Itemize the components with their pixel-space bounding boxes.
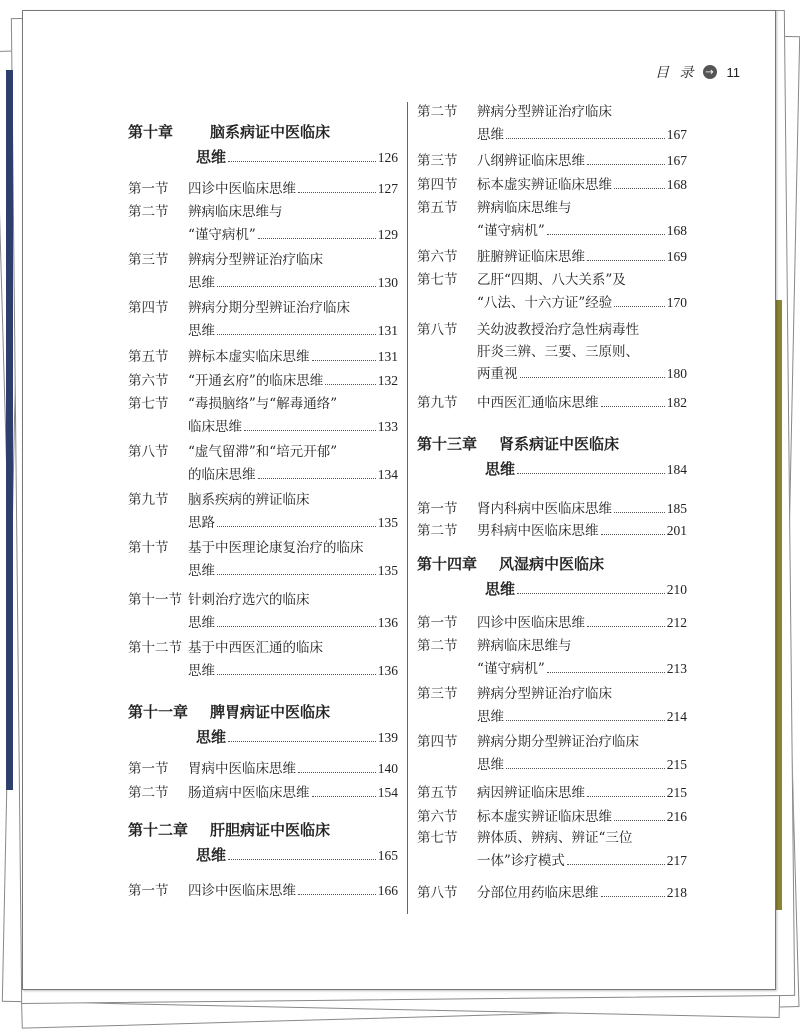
toc-title: 针刺治疗选穴的临床 — [188, 592, 310, 608]
toc-page-number: 168 — [666, 222, 687, 238]
toc-chapter[interactable] — [128, 700, 398, 750]
toc-section[interactable] — [128, 250, 398, 294]
toc-title-continued: “谨守病机” — [188, 226, 256, 243]
toc-title-continued: 思维 — [196, 728, 227, 746]
toc-section[interactable] — [417, 102, 687, 146]
toc-title: 辨病分型辨证治疗临床 — [477, 104, 612, 120]
leader-dots — [520, 377, 665, 378]
toc-section[interactable] — [417, 732, 687, 776]
toc-label: 第二节 — [417, 104, 458, 120]
leader-dots — [217, 574, 376, 575]
toc-page-number: 139 — [377, 730, 398, 745]
toc-section[interactable] — [417, 806, 687, 829]
toc-title-continued: 一体”诊疗模式 — [477, 852, 565, 869]
leader-dots — [506, 768, 665, 769]
toc-label: 第四节 — [417, 734, 458, 750]
toc-page-number: 134 — [377, 466, 398, 482]
toc-page-number: 168 — [666, 177, 687, 192]
toc-page-number: 154 — [377, 785, 398, 800]
toc-title: 风湿病中医临床 — [499, 555, 605, 573]
toc-page-number: 213 — [666, 660, 687, 676]
toc-label: 第一节 — [128, 181, 169, 197]
toc-title: 基于中医理论康复治疗的临床 — [188, 540, 364, 556]
leader-dots — [587, 796, 665, 797]
toc-title-continued: 思维 — [188, 662, 215, 679]
leader-dots — [298, 772, 376, 773]
leader-dots — [614, 820, 665, 821]
toc-section[interactable] — [128, 590, 398, 634]
toc-page-number: 169 — [666, 249, 687, 264]
leader-dots — [517, 593, 665, 594]
leader-dots — [258, 478, 376, 479]
toc-title: 关幼波教授治疗急性病毒性 — [477, 322, 639, 338]
column-divider — [407, 102, 408, 914]
leader-dots — [587, 260, 665, 261]
toc-section[interactable] — [417, 198, 687, 242]
leader-dots — [312, 360, 376, 361]
toc-page-number: 140 — [377, 761, 398, 776]
toc-page-number: 214 — [666, 708, 687, 724]
toc-page-number: 170 — [666, 294, 687, 310]
toc-label: 第二节 — [128, 204, 169, 220]
toc-page-number: 182 — [666, 395, 687, 410]
toc-title: 脑系疾病的辨证临床 — [188, 492, 310, 508]
toc-title-continued: “谨守病机” — [477, 660, 545, 677]
toc-title: 基于中西医汇通的临床 — [188, 640, 323, 656]
toc-page-number: 133 — [377, 418, 398, 434]
toc-title: 辨病临床思维与 — [188, 204, 283, 220]
toc-label: 第一节 — [417, 615, 458, 631]
toc-section[interactable] — [417, 782, 687, 805]
toc-label: 第二节 — [417, 523, 458, 539]
toc-label: 第八节 — [128, 444, 169, 460]
toc-title-continued: 思维 — [188, 614, 215, 631]
toc-section[interactable] — [128, 202, 398, 246]
toc-section[interactable] — [417, 150, 687, 173]
leader-dots — [217, 334, 376, 335]
toc-section[interactable] — [128, 394, 398, 438]
leader-dots — [217, 674, 376, 675]
toc-label: 第二节 — [128, 785, 169, 801]
leader-dots — [228, 161, 376, 162]
toc-page-number: 167 — [666, 153, 687, 168]
toc-section[interactable] — [417, 174, 687, 197]
page-number: 11 — [726, 64, 740, 80]
toc-page-number: 165 — [377, 848, 398, 863]
leader-dots — [601, 534, 665, 535]
toc-title: “毒损脑络”与“解毒通络” — [188, 396, 338, 412]
toc-title: 四诊中医临床思维 — [477, 615, 585, 631]
toc-title: “开通玄府”的临床思维 — [188, 373, 324, 389]
toc-page-number: 166 — [377, 883, 398, 898]
toc-section[interactable] — [128, 298, 398, 342]
leader-dots — [217, 526, 376, 527]
toc-title: 乙肝“四期、八大关系”及 — [477, 272, 626, 288]
toc-label: 第三节 — [128, 252, 169, 268]
toc-label: 第三节 — [417, 686, 458, 702]
toc-page-number: 215 — [666, 785, 687, 800]
toc-label: 第十一章 — [128, 703, 189, 721]
toc-label: 第四节 — [128, 300, 169, 316]
toc-page-number: 127 — [377, 181, 398, 196]
leader-dots — [244, 430, 376, 431]
toc-title: 标本虚实辨证临床思维 — [477, 809, 612, 825]
toc-title: 辨体质、辨病、辨证“三位 — [477, 830, 633, 846]
toc-page-number: 136 — [377, 662, 398, 678]
toc-title-continued: 思维 — [485, 580, 516, 598]
toc-page-number: 136 — [377, 614, 398, 630]
leader-dots — [325, 384, 375, 385]
toc-title: 肾内科病中医临床思维 — [477, 501, 612, 517]
toc-chapter[interactable] — [417, 552, 687, 602]
toc-label: 第一节 — [128, 761, 169, 777]
toc-page-number: 201 — [666, 523, 687, 538]
toc-label: 第九节 — [128, 492, 169, 508]
toc-page-number: 167 — [666, 126, 687, 142]
toc-title: 辨病分型辨证治疗临床 — [188, 252, 323, 268]
leader-dots — [517, 473, 665, 474]
toc-label: 第十一节 — [128, 592, 182, 608]
toc-title: 八纲辨证临床思维 — [477, 153, 585, 169]
leader-dots — [217, 286, 376, 287]
toc-title-continued: 思维 — [188, 562, 215, 579]
toc-label: 第八节 — [417, 885, 458, 901]
toc-title: 病因辨证临床思维 — [477, 785, 585, 801]
toc-title: 肝胆病证中医临床 — [210, 821, 331, 839]
toc-title-continued: 的临床思维 — [188, 466, 256, 483]
toc-title-continued: 思维 — [188, 274, 215, 291]
toc-section[interactable] — [417, 612, 687, 635]
leader-dots — [298, 894, 376, 895]
toc-label: 第十二章 — [128, 821, 189, 839]
toc-page-number: 131 — [377, 349, 398, 364]
toc-label: 第二节 — [417, 638, 458, 654]
cover-edge-stripe — [6, 70, 13, 790]
toc-section[interactable] — [417, 520, 687, 543]
toc-title-continued: “谨守病机” — [477, 222, 545, 239]
toc-page-number: 135 — [377, 514, 398, 530]
toc-title: 脏腑辨证临床思维 — [477, 249, 585, 265]
toc-label: 第六节 — [417, 809, 458, 825]
leader-dots — [587, 164, 665, 165]
leader-dots — [614, 188, 665, 189]
toc-label: 第十二节 — [128, 640, 182, 656]
toc-title: 辨病分期分型辨证治疗临床 — [477, 734, 639, 750]
toc-page-number: 132 — [377, 373, 398, 388]
toc-page-number: 210 — [666, 582, 687, 597]
leader-dots — [601, 406, 665, 407]
toc-page-number: 184 — [666, 462, 687, 477]
toc-title-continued: 思维 — [196, 148, 227, 166]
toc-label: 第六节 — [417, 249, 458, 265]
leader-dots — [217, 626, 376, 627]
leader-dots — [614, 306, 664, 307]
toc-page-number: 212 — [666, 615, 687, 630]
toc-section[interactable] — [417, 684, 687, 728]
leader-dots — [601, 896, 665, 897]
toc-section[interactable] — [417, 498, 687, 521]
toc-title: 辨病分型辨证治疗临床 — [477, 686, 612, 702]
toc-label: 第五节 — [417, 785, 458, 801]
toc-label: 第八节 — [417, 322, 458, 338]
toc-label: 第七节 — [128, 396, 169, 412]
toc-title-continued: 临床思维 — [188, 418, 242, 435]
leader-dots — [258, 238, 376, 239]
toc-section[interactable] — [128, 370, 398, 393]
toc-title: 脾胃病证中医临床 — [210, 703, 331, 721]
toc-title: 男科病中医临床思维 — [477, 523, 599, 539]
toc-page-number: 126 — [377, 150, 398, 165]
toc-page-number: 129 — [377, 226, 398, 242]
toc-section[interactable] — [128, 782, 398, 805]
toc-label: 第十四章 — [417, 555, 478, 573]
toc-section[interactable] — [128, 538, 398, 582]
toc-chapter[interactable] — [128, 120, 398, 170]
toc-title-continued: 思维 — [485, 460, 516, 478]
toc-section[interactable] — [128, 178, 398, 201]
leader-dots — [614, 512, 665, 513]
toc-title: 中西医汇通临床思维 — [477, 395, 599, 411]
toc-section[interactable] — [128, 490, 398, 534]
toc-title: “虚气留滞”和“培元开郁” — [188, 444, 338, 460]
leader-dots — [587, 626, 665, 627]
toc-section[interactable] — [417, 636, 687, 680]
toc-label: 第一节 — [417, 501, 458, 517]
toc-section[interactable] — [128, 880, 398, 903]
toc-label: 第九节 — [417, 395, 458, 411]
toc-label: 第十章 — [128, 123, 174, 141]
toc-label: 第七节 — [417, 830, 458, 846]
leader-dots — [228, 859, 376, 860]
toc-section[interactable] — [417, 828, 687, 872]
page-header — [655, 62, 740, 82]
toc-section[interactable] — [417, 392, 687, 415]
leader-dots — [547, 672, 665, 673]
toc-title: 四诊中医临床思维 — [188, 181, 296, 197]
toc-title: 分部位用药临床思维 — [477, 885, 599, 901]
toc-title: 四诊中医临床思维 — [188, 883, 296, 899]
toc-title: 辨病临床思维与 — [477, 200, 572, 216]
toc-title-continued: 思维 — [188, 322, 215, 339]
toc-title: 肾系病证中医临床 — [499, 435, 620, 453]
toc-label: 第三节 — [417, 153, 458, 169]
toc-section[interactable] — [417, 246, 687, 269]
toc-label: 第五节 — [417, 200, 458, 216]
toc-section[interactable] — [128, 758, 398, 781]
toc-label: 第六节 — [128, 373, 169, 389]
toc-label: 第七节 — [417, 272, 458, 288]
toc-title-continued: 思路 — [188, 514, 215, 531]
cover-edge-stripe — [775, 300, 782, 910]
toc-page-number: 135 — [377, 562, 398, 578]
toc-title: 胃病中医临床思维 — [188, 761, 296, 777]
toc-section[interactable] — [417, 270, 687, 314]
leader-dots — [506, 138, 665, 139]
arrow-right-icon: → — [703, 65, 717, 79]
toc-title-continued: 思维 — [477, 708, 504, 725]
page-header-title: 目 录 — [655, 65, 697, 81]
toc-page-number: 131 — [377, 322, 398, 338]
toc-section[interactable] — [128, 638, 398, 682]
leader-dots — [228, 741, 376, 742]
toc-section[interactable] — [417, 882, 687, 905]
leader-dots — [298, 192, 376, 193]
toc-title-continued: 思维 — [196, 846, 227, 864]
leader-dots — [506, 720, 665, 721]
toc-title-continued: 肝炎三辨、三要、三原则、 — [477, 343, 639, 360]
leader-dots — [567, 864, 665, 865]
toc-page-number: 185 — [666, 501, 687, 516]
toc-section[interactable] — [417, 320, 687, 386]
toc-title-continued: 思维 — [477, 126, 504, 143]
toc-page-number: 217 — [666, 852, 687, 868]
leader-dots — [547, 234, 665, 235]
toc-title: 辨标本虚实临床思维 — [188, 349, 310, 365]
leader-dots — [312, 796, 376, 797]
toc-label: 第十节 — [128, 540, 169, 556]
toc-label: 第四节 — [417, 177, 458, 193]
toc-title-continued: “八法、十六方证”经验 — [477, 294, 613, 311]
toc-label: 第十三章 — [417, 435, 478, 453]
toc-page-number: 180 — [666, 366, 687, 381]
toc-page-number: 218 — [666, 885, 687, 900]
toc-title-continued: 思维 — [477, 756, 504, 773]
toc-title: 肠道病中医临床思维 — [188, 785, 310, 801]
toc-section[interactable] — [128, 442, 398, 486]
toc-title: 脑系病证中医临床 — [210, 123, 331, 141]
toc-title-continued: 两重视 — [477, 366, 518, 382]
toc-page-number: 216 — [666, 809, 687, 824]
toc-title: 标本虚实辨证临床思维 — [477, 177, 612, 193]
toc-chapter[interactable] — [417, 432, 687, 482]
toc-page-number: 130 — [377, 274, 398, 290]
toc-page-number: 215 — [666, 756, 687, 772]
toc-label: 第一节 — [128, 883, 169, 899]
toc-title: 辨病分期分型辨证治疗临床 — [188, 300, 350, 316]
toc-title: 辨病临床思维与 — [477, 638, 572, 654]
toc-chapter[interactable] — [128, 818, 398, 868]
toc-section[interactable] — [128, 346, 398, 369]
toc-label: 第五节 — [128, 349, 169, 365]
